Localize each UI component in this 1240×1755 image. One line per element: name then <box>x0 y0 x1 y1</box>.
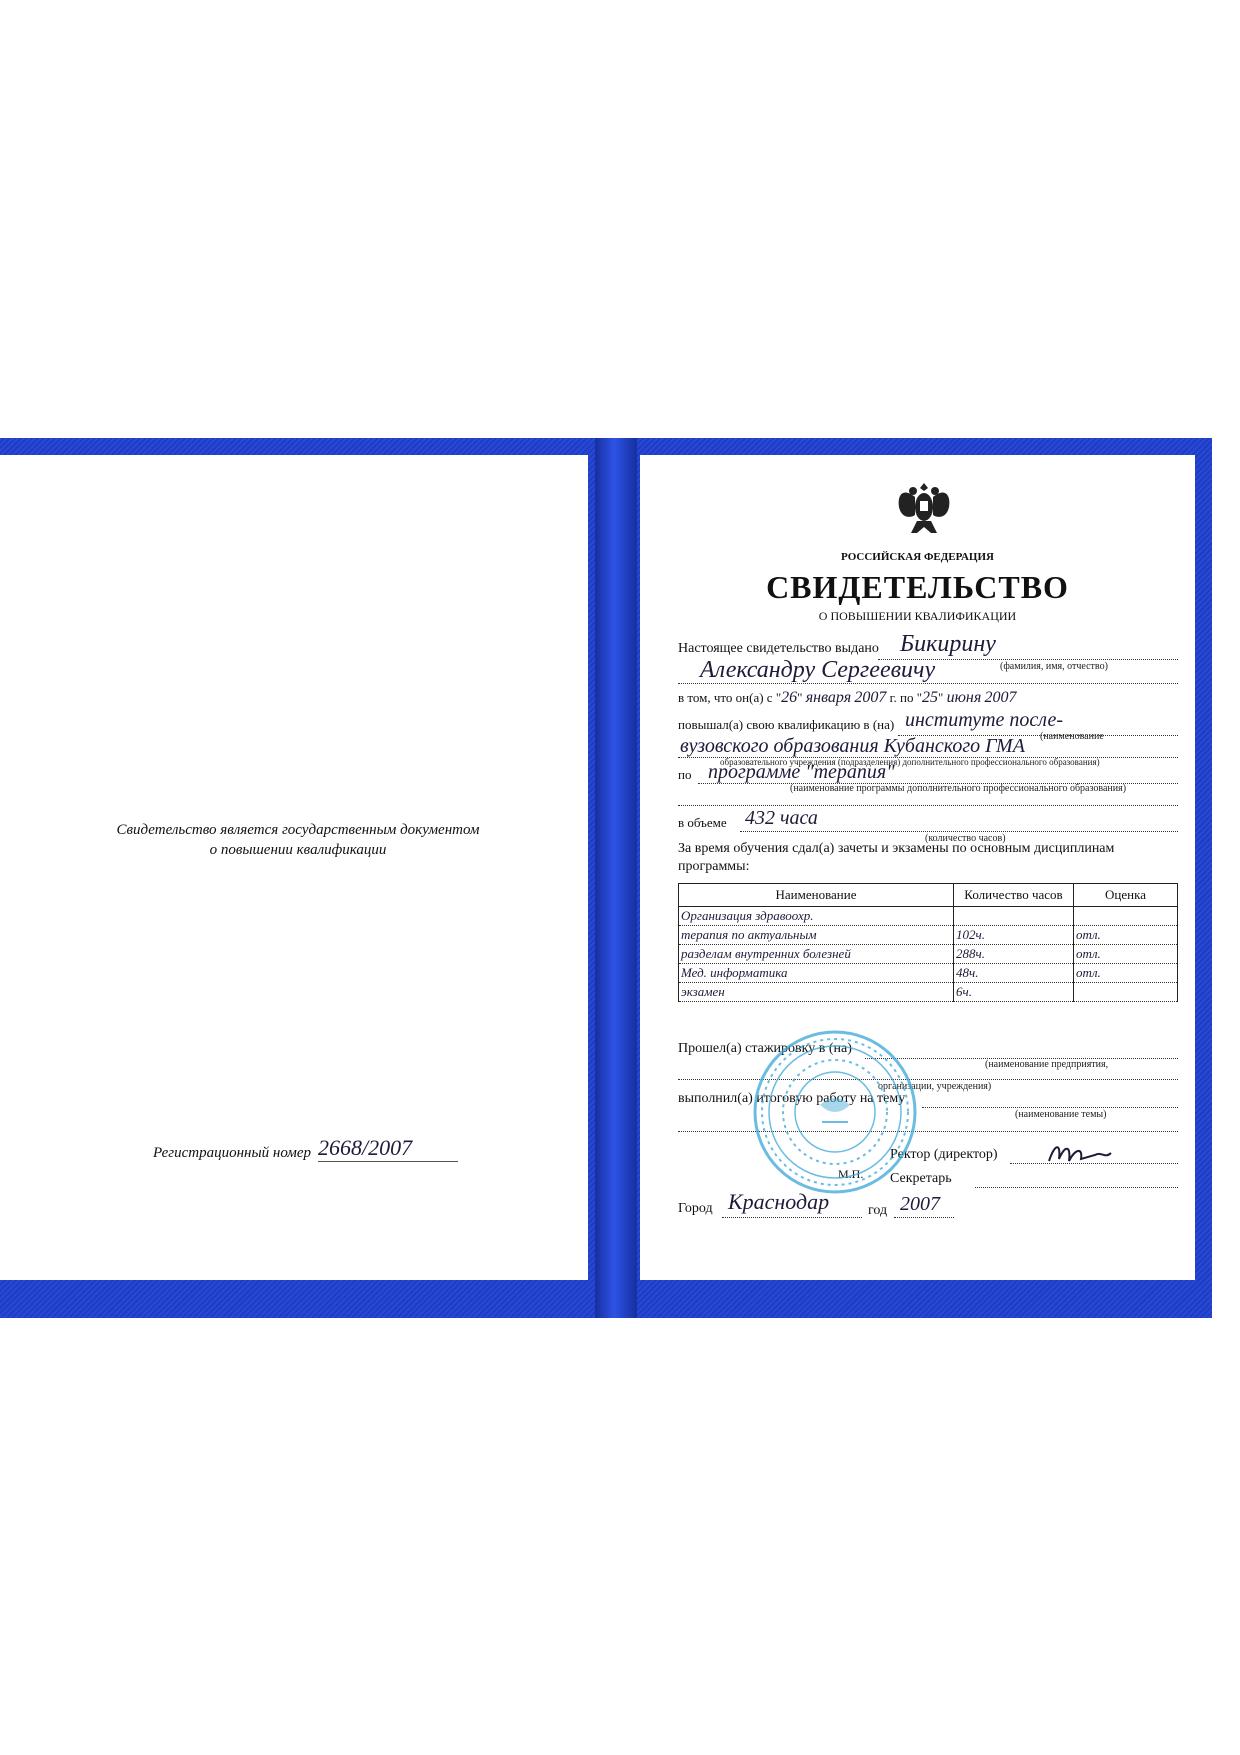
row-grade <box>1074 907 1178 926</box>
issued-name-line-1: Бикирину <box>900 631 996 657</box>
program-line-2 <box>678 805 1178 806</box>
row-name: разделам внутренних болезней <box>679 945 954 964</box>
statement-line-1: Свидетельство является государственным документом <box>116 822 480 838</box>
qual-value-1: институте после- <box>905 709 1064 731</box>
statement-text <box>88 820 508 860</box>
program-label: по <box>678 767 692 782</box>
statement-line-2: о повышении квалификации <box>209 842 387 858</box>
period-to-year: 2007 <box>984 689 1017 706</box>
row-grade: отл. <box>1074 926 1178 945</box>
header-name: Наименование <box>679 884 954 907</box>
header-grade: Оценка <box>1074 884 1178 907</box>
period-from-day: 26 <box>781 689 798 706</box>
issued-name-line-2: Александру Сергеевичу <box>700 657 936 683</box>
registration-number: 2668/2007 <box>318 1135 458 1162</box>
row-name: терапия по актуальным <box>679 926 954 945</box>
seal-label: М.П. <box>838 1167 864 1181</box>
table-row <box>679 907 1178 926</box>
thesis-note: (наименование темы) <box>1015 1109 1107 1120</box>
period-label: в том, что он(а) с <box>678 690 773 705</box>
program-note: (наименование программы дополнительного профессионального образования) <box>790 783 1127 794</box>
cover-spine <box>595 438 637 1318</box>
row-hours: 288ч. <box>954 945 1074 964</box>
volume-line <box>740 831 1178 832</box>
left-page <box>0 455 588 1280</box>
qual-note-2: образовательного учреждения (подразделения) дополнительного профессионального образования) <box>720 757 1100 767</box>
registration-label: Регистрационный номер <box>153 1145 312 1161</box>
period-from-year: 2007 <box>854 689 887 706</box>
round-seal-stamp <box>750 1027 920 1197</box>
grades-table <box>678 883 1178 1002</box>
intern-label: Прошел(а) стажировку в (на) <box>678 1041 852 1056</box>
period-to-month: июня <box>946 689 982 706</box>
row-hours: 48ч. <box>954 964 1074 983</box>
row-grade: отл. <box>1074 945 1178 964</box>
exams-label-1: За время обучения сдал(а) зачеты и экзамены по основным дисциплинам <box>678 841 1115 856</box>
table-row <box>679 983 1178 1002</box>
year-value: 2007 <box>900 1193 940 1215</box>
qual-label: повышал(а) свою квалификацию в (на) <box>678 717 895 732</box>
city-value: Краснодар <box>728 1189 830 1214</box>
secretary-label: Секретарь <box>890 1171 952 1186</box>
row-hours <box>954 907 1074 926</box>
row-hours: 6ч. <box>954 983 1074 1002</box>
certificate-title: СВИДЕТЕЛЬСТВО <box>766 569 1069 605</box>
grades-header-row <box>679 884 1178 907</box>
exams-label-2: программы: <box>678 859 750 874</box>
city-label: Город <box>678 1201 713 1216</box>
certificate-subtitle: О ПОВЫШЕНИИ КВАЛИФИКАЦИИ <box>818 609 1017 623</box>
qual-value-2: вузовского образования Кубанского ГМА <box>680 735 1025 757</box>
row-name: Мед. информатика <box>679 964 954 983</box>
intern-note-1: (наименование предприятия, <box>985 1059 1109 1070</box>
country-name: РОССИЙСКАЯ ФЕДЕРАЦИЯ <box>841 551 994 563</box>
row-hours: 102ч. <box>954 926 1074 945</box>
volume-label: в объеме <box>678 815 727 830</box>
volume-value: 432 часа <box>745 807 818 829</box>
qual-note-1: (наименование <box>1040 731 1104 742</box>
volume-note: (количество часов) <box>925 833 1006 844</box>
row-grade <box>1074 983 1178 1002</box>
table-row <box>679 945 1178 964</box>
right-page <box>640 455 1195 1280</box>
year-line <box>894 1217 954 1218</box>
thesis-label: выполнил(а) итоговую работу на тему <box>678 1091 906 1106</box>
row-grade: отл. <box>1074 964 1178 983</box>
period-from-month: января <box>805 689 852 706</box>
period-row: в том, что он(а) с "26" января 2007 г. по "25" июня 2007 <box>678 689 1017 706</box>
thesis-line-1 <box>922 1107 1178 1108</box>
rector-label: Ректор (директор) <box>890 1147 998 1162</box>
header-hours: Количество часов <box>954 884 1074 907</box>
program-value: программе "терапия" <box>708 761 895 783</box>
row-name: экзамен <box>679 983 954 1002</box>
secretary-sign-line <box>975 1187 1178 1188</box>
period-to-day: 25 <box>922 689 939 706</box>
table-row <box>679 926 1178 945</box>
double-headed-eagle-emblem <box>895 477 953 539</box>
year-label: год <box>868 1203 888 1218</box>
city-line <box>722 1217 862 1218</box>
period-mid: г. по <box>889 690 914 705</box>
intern-note-2: организации, учреждения) <box>878 1081 992 1092</box>
issued-label: Настоящее свидетельство выдано <box>678 641 879 656</box>
rector-signature <box>1045 1139 1115 1169</box>
row-name: Организация здравоохр. <box>679 907 954 926</box>
table-row <box>679 964 1178 983</box>
fio-note: (фамилия, имя, отчество) <box>1000 661 1108 672</box>
